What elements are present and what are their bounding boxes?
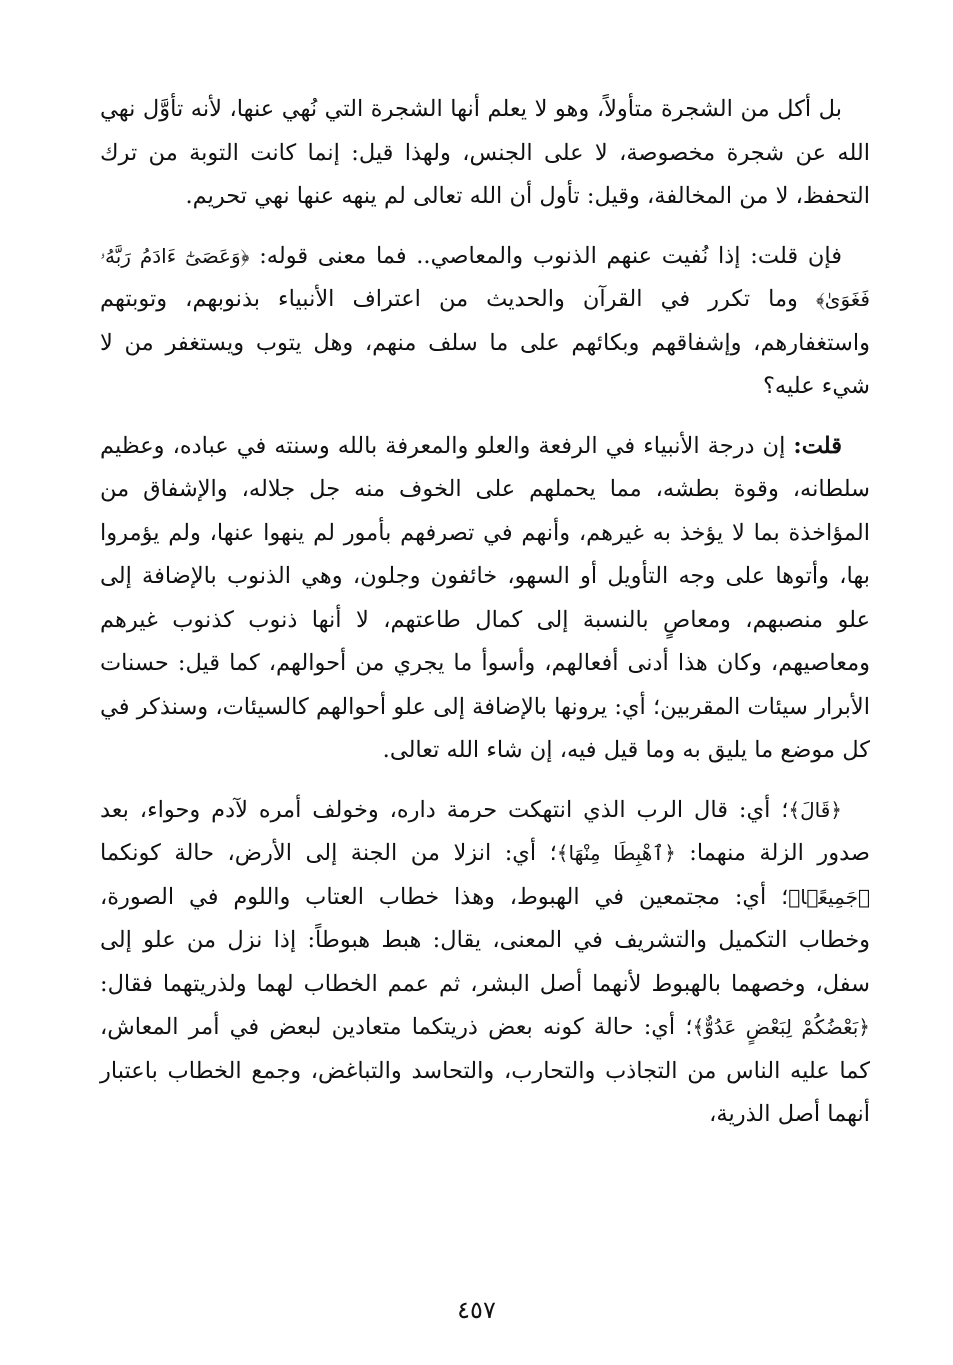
page-body [100,88,870,1137]
quran-verse-wa-asa-adam: ﴿وَعَصَىٰٓ ءَادَمُ رَبَّهُۥ فَغَوَىٰ﴾ [100,243,870,311]
quran-verse-ihbita-minha: ﴿ٱهْبِطَا مِنْهَا﴾ [556,841,676,865]
quran-word-jamian: ﴿جَمِيعًۢا﴾ [788,884,870,909]
paragraph-4-text-d: ؛ أي: حالة كونه بعض ذريتكما متعادين لبعض في أمر المعاش، كما عليه الناس من التجاذب والتحارب، والتحاسد والتباغض، وجمع الخطاب باعتبار أنهما أصل الذرية، [100,1014,870,1127]
paragraph-2-text-b: وما تكرر في القرآن والحديث من اعتراف الأنبياء بذنوبهم، وتوبتهم واستغفارهم، وإشفاقهم وبكائهم على ما سلف منهم، وهل يتوب ويستغفر من لا شيء عليه؟ [100,286,870,399]
paragraph-4-text-b: ؛ أي: انزلا من الجنة إلى الأرض، حالة كونكما [100,840,557,866]
paragraph-1 [100,88,870,219]
paragraph-4-text-c: ؛ أي: مجتمعين في الهبوط، وهذا خطاب العتاب واللوم في الصورة، وخطاب التكميل والتشريف في المعنى، يقال: هبط هبوطاً: إذا نزل من علو إلى سفل، وخصهما بالهبوط لأنهما أصل البشر، ثم عمم الخطاب لهما ولذريتهما فقال: [100,883,870,997]
paragraph-4 [100,789,870,1137]
paragraph-3-text: إن درجة الأنبياء في الرفعة والعلو والمعرفة بالله وسنته في عباده، وعظيم سلطانه، وقوة بطشه، مما يحملهم على الخوف منه جل جلاله، والإشفاق من المؤاخذة بما لا يؤخذ به غيرهم، وأنهم في تصرفهم بأمور لم ينهوا عنها، ولم يؤمروا بها، وأتوها على وجه التأويل أو السهو، خائفون وجلون، وهي الذنوب بالإضافة إلى علو منصبهم، ومعاصٍ بالنسبة إلى كمال طاعتهم، لا أنها ذنوب كذنوب غيرهم ومعاصيهم، وكان هذا أدنى أفعالهم، وأسوأ ما يجري من أحوالهم، كما قيل: حسنات الأبرار سيئات المقربين؛ أي: يرونها بالإضافة إلى علو أحوالهم كالسيئات، وسنذكر في كل موضع ما يليق به وما قيل فيه، إن شاء الله تعالى. [100,432,870,763]
paragraph-2 [100,235,870,409]
page-number: ٤٥٧ [457,1296,496,1324]
paragraph-3 [100,425,870,773]
quran-word-qala: ﴿قَالَ﴾ [788,797,842,822]
quran-verse-badukum-libadin-aduw: ﴿بَعْضُكُمْ لِبَعْضٍ عَدُوٌّ﴾ [692,1015,871,1039]
paragraph-4-text-a: ؛ أي: قال الرب الذي انتهكت حرمة داره، وخولف أمره لآدم وحواء، بعد صدور الزلة منهما: [100,796,871,866]
paragraph-2-text-a: فإن قلت: إذا نُفيت عنهم الذنوب والمعاصي.. فما معنى قوله: [249,242,842,269]
paragraph-1-text: بل أكل من الشجرة متأولاً، وهو لا يعلم أنها الشجرة التي نُهي عنها، لأنه تأوَّل نهي الله عن شجرة مخصوصة، لا على الجنس، ولهذا قيل: إنما كانت التوبة من ترك التحفظ، لا من المخالفة، وقيل: تأول أن الله تعالى لم ينهه عنها نهي تحريم. [100,96,870,209]
paragraph-3-keyword: قلت: [793,432,842,459]
